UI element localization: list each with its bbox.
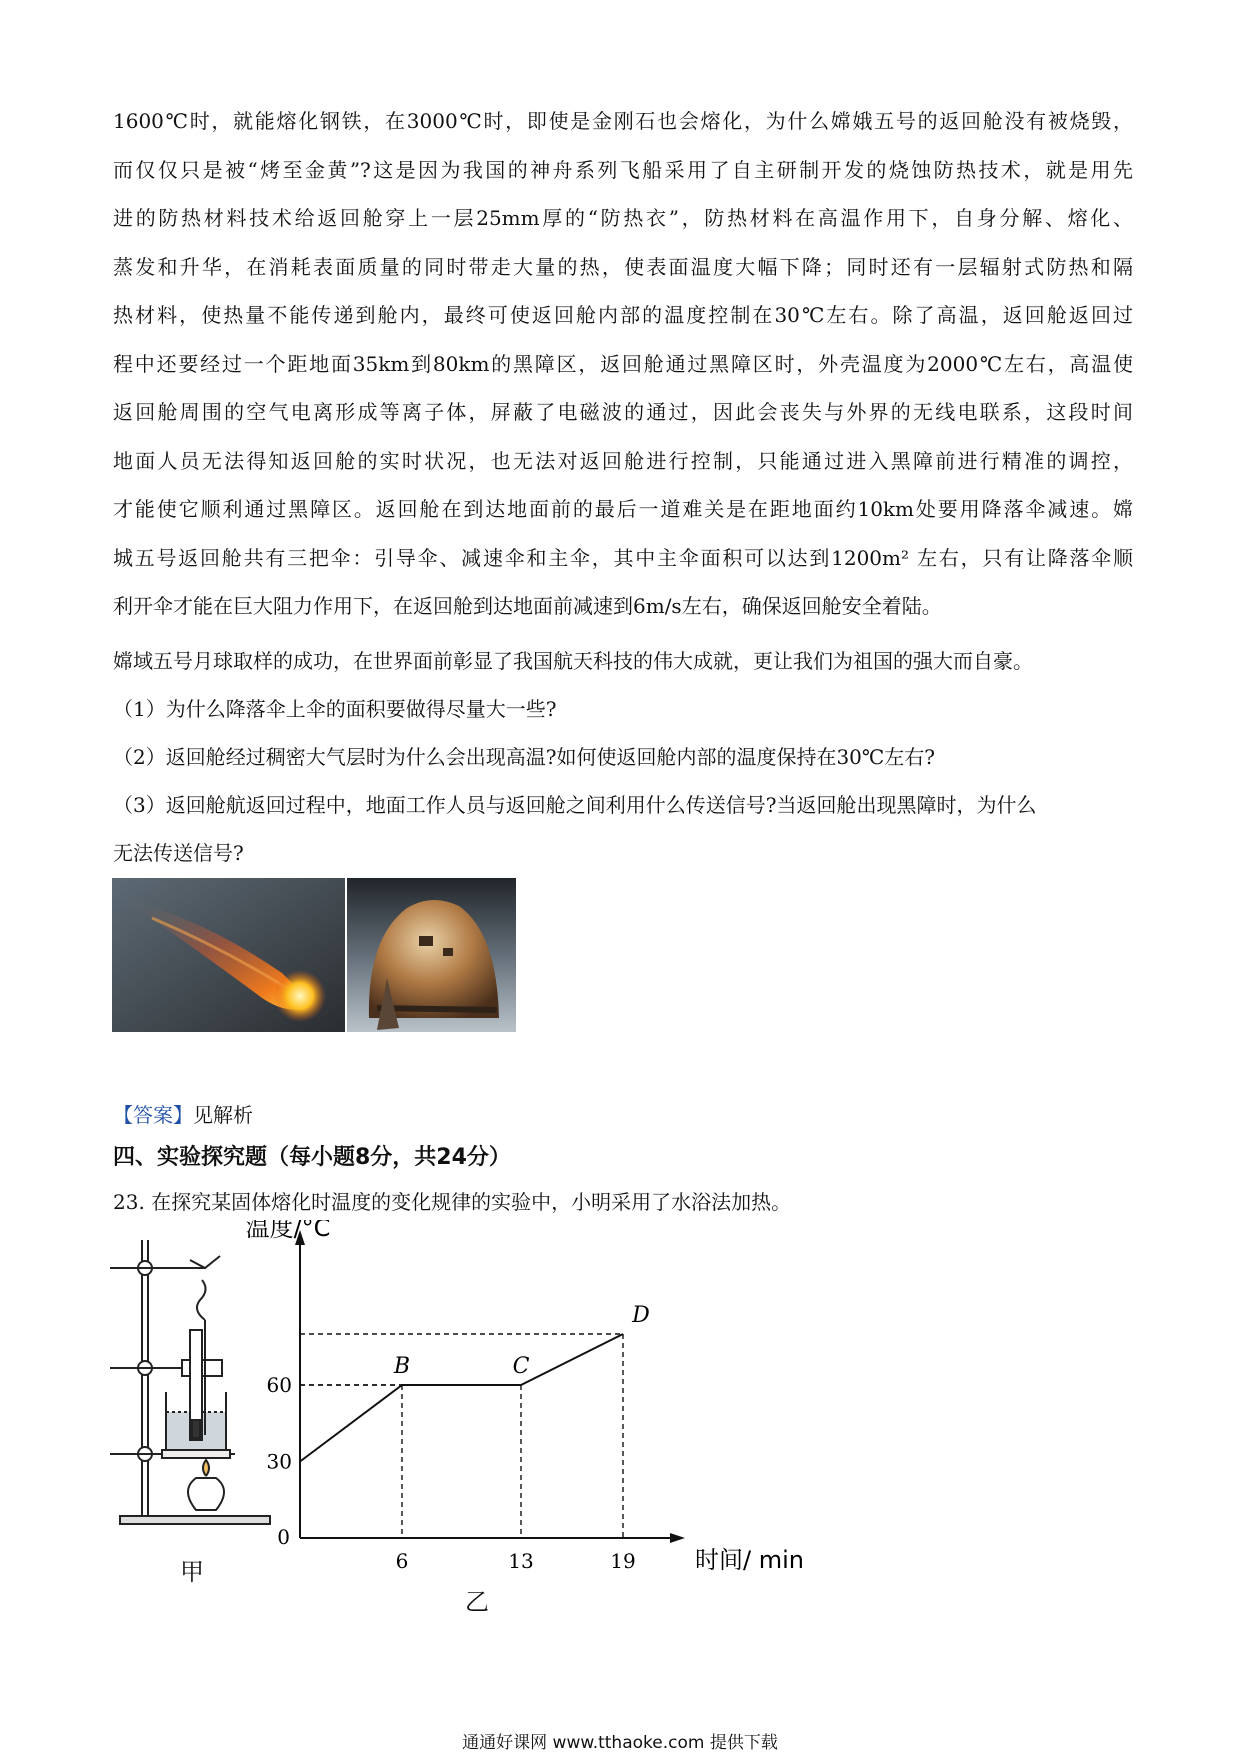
- graph-caption: 乙: [465, 1588, 489, 1616]
- point-label: B: [393, 1354, 411, 1379]
- point-label: D: [632, 1303, 650, 1328]
- apparatus-caption: 甲: [180, 1558, 204, 1586]
- experiment-figure: [110, 1220, 810, 1624]
- question-23: 23. 在探究某固体熔化时温度的变化规律的实验中，小明采用了水浴法加热。: [113, 1190, 792, 1214]
- x-tick-label: 19: [610, 1549, 636, 1573]
- point-label: C: [512, 1354, 530, 1379]
- passage-line: 返回舱周围的空气电离形成等离子体，屏蔽了电磁波的通过，因此会丧失与外界的无线电联系，这段时间: [113, 400, 1133, 424]
- footer-credit: 通通好课网 www.tthaoke.com 提供下载: [462, 1733, 778, 1753]
- passage-line: 蒸发和升华，在消耗表面质量的同时带走大量的热，使表面温度大幅下降；同时还有一层辐射式防热和隔: [113, 254, 1133, 279]
- section-title: 四、实验探究题（每小题8分，共24分）: [113, 1145, 511, 1170]
- answer-tag: 【答案】: [113, 1103, 193, 1127]
- y-axis-label: 温度/°C: [245, 1220, 331, 1242]
- x-axis-arrow: [670, 1533, 685, 1543]
- passage-closing: 嫦域五号月球取样的成功，在世界面前彰显了我国航天科技的伟大成就，更让我们为祖国的强大而自豪。: [113, 649, 1033, 673]
- question-3: （3）返回舱航返回过程中，地面工作人员与返回舱之间利用什么传送信号?当返回舱出现黑障时，为什么: [113, 793, 1037, 817]
- x-tick-label: 13: [508, 1549, 534, 1573]
- passage-line: 利开伞才能在巨大阻力作用下，在返回舱到达地面前减速到6m/s左右，确保返回舱安全着陆。: [113, 594, 942, 618]
- water-bath-apparatus: [110, 1240, 270, 1524]
- question-3-continued: 无法传送信号?: [113, 841, 244, 865]
- answer-line: [113, 1099, 253, 1128]
- x-tick-label: 6: [395, 1549, 409, 1573]
- passage-line: 1600℃时，就能熔化钢铁，在3000℃时，即使是金刚石也会熔化，为什么嫦娥五号的返回舱没有被烧毁，: [113, 109, 1133, 133]
- returned-capsule-image: [347, 878, 516, 1032]
- passage-line: 程中还要经过一个距地面35km到80km的黑障区，返回舱通过黑障区时，外壳温度为2000℃左右，高温使: [113, 351, 1133, 376]
- temperature-series-line: [300, 1334, 623, 1462]
- y-tick-label: 60: [266, 1373, 292, 1397]
- origin-label: 0: [277, 1525, 290, 1549]
- reentry-fireball-image: [112, 878, 345, 1032]
- passage-line: 热材料，使热量不能传递到舱内，最终可使返回舱内部的温度控制在30℃左右。除了高温，返回舱返回过: [113, 303, 1133, 327]
- question-1: （1）为什么降落伞上伞的面积要做得尽量大一些?: [113, 697, 557, 721]
- question-2: （2）返回舱经过稠密大气层时为什么会出现高温?如何使返回舱内部的温度保持在30℃左右?: [113, 745, 935, 769]
- passage-line: 而仅仅只是被“烤至金黄”?这是因为我国的神舟系列飞船采用了自主研制开发的烧蚀防热技术，就是用先: [113, 157, 1133, 182]
- y-tick-label: 30: [266, 1449, 292, 1474]
- x-axis-label: 时间/ min: [695, 1546, 804, 1574]
- passage-line: 城五号返回舱共有三把伞：引导伞、减速伞和主伞，其中主伞面积可以达到1200m² 左右，只有让降落伞顺: [113, 545, 1133, 570]
- answer-text: 见解析: [193, 1103, 253, 1127]
- passage-line: 进的防热材料技术给返回舱穿上一层25mm厚的“防热衣”，防热材料在高温作用下，自身分解、熔化、: [113, 206, 1133, 230]
- figure-canvas: [110, 1220, 810, 1620]
- passage-paragraph: [113, 97, 1133, 631]
- passage-line: 才能使它顺利通过黑障区。返回舱在到达地面前的最后一道难关是在距地面约10km处要用降落伞减速。嫦: [113, 497, 1133, 521]
- temperature-time-graph: [246, 1220, 804, 1574]
- passage-line: 地面人员无法得知返回舱的实时状况，也无法对返回舱进行控制，只能通过进入黑障前进行精准的调控，: [113, 448, 1133, 473]
